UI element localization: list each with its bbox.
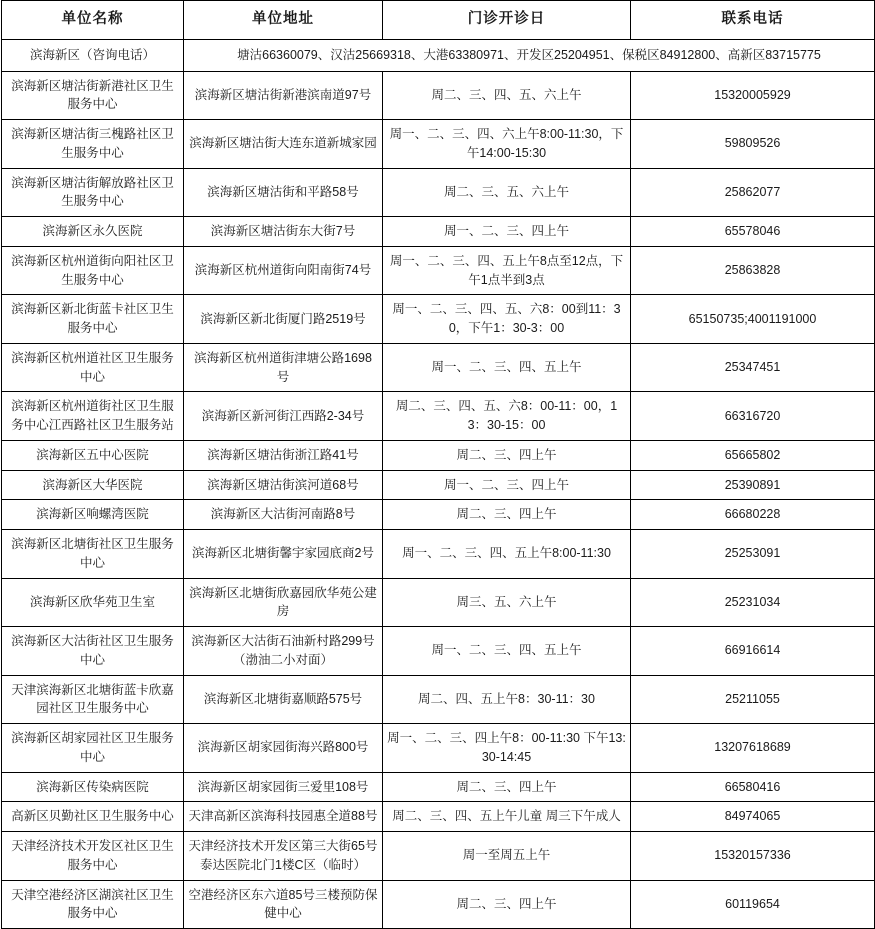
cell-unit-address: 滨海新区北塘街馨宇家园底商2号 xyxy=(184,530,383,579)
cell-phone: 15320157336 xyxy=(631,832,875,881)
table-row xyxy=(2,724,875,773)
cell-unit-address: 滨海新区大沽街石油新村路299号（渤油二小对面） xyxy=(184,627,383,676)
table-row xyxy=(2,470,875,500)
cell-phone: 25863828 xyxy=(631,246,875,295)
cell-clinic-days: 周一、二、三、四、五上午8:00-11:30 xyxy=(383,530,631,579)
cell-phone: 65578046 xyxy=(631,217,875,247)
cell-clinic-days: 周一、二、三、四、五上午 xyxy=(383,627,631,676)
cell-phone: 25253091 xyxy=(631,530,875,579)
cell-phone: 66916614 xyxy=(631,627,875,676)
cell-phone: 25390891 xyxy=(631,470,875,500)
cell-clinic-days: 周二、四、五上午8：30-11：30 xyxy=(383,675,631,724)
table-row xyxy=(2,71,875,120)
cell-clinic-days: 周一、二、三、四、五、六8：00到11：30，下午1：30-3：00 xyxy=(383,295,631,344)
cell-unit-name: 滨海新区响螺湾医院 xyxy=(2,500,184,530)
cell-unit-name: 滨海新区塘沽街新港社区卫生服务中心 xyxy=(2,71,184,120)
table-row xyxy=(2,295,875,344)
table-row xyxy=(2,627,875,676)
cell-phone: 25211055 xyxy=(631,675,875,724)
table-row xyxy=(2,832,875,881)
cell-unit-address: 空港经济区东六道85号三楼预防保健中心 xyxy=(184,880,383,929)
cell-unit-name: 滨海新区永久医院 xyxy=(2,217,184,247)
cell-unit-name: 滨海新区杭州道街向阳社区卫生服务中心 xyxy=(2,246,184,295)
table-header xyxy=(2,1,875,40)
cell-clinic-days: 周一至周五上午 xyxy=(383,832,631,881)
cell-clinic-days: 周二、三、四、五上午儿童 周三下午成人 xyxy=(383,802,631,832)
cell-clinic-days: 周二、三、四上午 xyxy=(383,880,631,929)
table-row xyxy=(2,530,875,579)
table-row xyxy=(2,217,875,247)
cell-phone: 59809526 xyxy=(631,120,875,169)
cell-unit-address: 滨海新区杭州道街津塘公路1698号 xyxy=(184,343,383,392)
cell-unit-address: 滨海新区新河街江西路2-34号 xyxy=(184,392,383,441)
cell-unit-name: 滨海新区杭州道街社区卫生服务中心江西路社区卫生服务站 xyxy=(2,392,184,441)
table-row xyxy=(2,343,875,392)
cell-clinic-days: 周一、二、三、四、六上午8:00-11:30，下午14:00-15:30 xyxy=(383,120,631,169)
cell-clinic-days: 周三、五、六上午 xyxy=(383,578,631,627)
cell-clinic-days: 周二、三、四上午 xyxy=(383,500,631,530)
cell-unit-address: 滨海新区塘沽街和平路58号 xyxy=(184,168,383,217)
table-row xyxy=(2,578,875,627)
cell-clinic-days: 周二、三、五、六上午 xyxy=(383,168,631,217)
cell-phone: 65150735;4001191000 xyxy=(631,295,875,344)
column-header-unit-address: 单位地址 xyxy=(184,1,383,40)
table-row xyxy=(2,246,875,295)
cell-unit-name: 高新区贝勤社区卫生服务中心 xyxy=(2,802,184,832)
cell-unit-name: 滨海新区塘沽街三槐路社区卫生服务中心 xyxy=(2,120,184,169)
column-header-phone: 联系电话 xyxy=(631,1,875,40)
cell-unit-address: 滨海新区塘沽街东大街7号 xyxy=(184,217,383,247)
contact-row-label: 滨海新区（咨询电话） xyxy=(2,39,184,71)
cell-phone: 66580416 xyxy=(631,772,875,802)
cell-unit-name: 滨海新区五中心医院 xyxy=(2,440,184,470)
cell-unit-address: 滨海新区胡家园街三爱里108号 xyxy=(184,772,383,802)
cell-phone: 65665802 xyxy=(631,440,875,470)
cell-clinic-days: 周二、三、四上午 xyxy=(383,440,631,470)
cell-unit-address: 滨海新区新北街厦门路2519号 xyxy=(184,295,383,344)
cell-unit-address: 滨海新区北塘街欣嘉园欣华苑公建房 xyxy=(184,578,383,627)
table-row xyxy=(2,772,875,802)
cell-unit-name: 滨海新区大沽街社区卫生服务中心 xyxy=(2,627,184,676)
cell-unit-name: 滨海新区传染病医院 xyxy=(2,772,184,802)
cell-clinic-days: 周二、三、四上午 xyxy=(383,772,631,802)
cell-unit-name: 滨海新区塘沽街解放路社区卫生服务中心 xyxy=(2,168,184,217)
cell-phone: 66680228 xyxy=(631,500,875,530)
cell-unit-address: 滨海新区胡家园街海兴路800号 xyxy=(184,724,383,773)
column-header-clinic-days: 门诊开诊日 xyxy=(383,1,631,40)
cell-unit-address: 滨海新区塘沽街新港滨南道97号 xyxy=(184,71,383,120)
column-header-unit-name: 单位名称 xyxy=(2,1,184,40)
table-row xyxy=(2,880,875,929)
cell-unit-name: 滨海新区新北街蓝卡社区卫生服务中心 xyxy=(2,295,184,344)
cell-phone: 15320005929 xyxy=(631,71,875,120)
clinic-schedule-table xyxy=(1,0,875,929)
table-row xyxy=(2,392,875,441)
cell-unit-address: 滨海新区塘沽街大连东道新城家园 xyxy=(184,120,383,169)
table-body xyxy=(2,39,875,928)
cell-phone: 25862077 xyxy=(631,168,875,217)
table-row xyxy=(2,440,875,470)
cell-phone: 66316720 xyxy=(631,392,875,441)
contact-row-value: 塘沽66360079、汉沽25669318、大港63380971、开发区25204951、保税区84912800、高新区83715775 xyxy=(184,39,875,71)
cell-phone: 13207618689 xyxy=(631,724,875,773)
cell-clinic-days: 周二、三、四、五、六上午 xyxy=(383,71,631,120)
table-row-contact xyxy=(2,39,875,71)
cell-unit-name: 滨海新区杭州道社区卫生服务中心 xyxy=(2,343,184,392)
cell-clinic-days: 周一、二、三、四上午 xyxy=(383,470,631,500)
cell-clinic-days: 周一、二、三、四、五上午8点至12点，下午1点半到3点 xyxy=(383,246,631,295)
cell-unit-address: 天津经济技术开发区第三大街65号泰达医院北门1楼C区（临时） xyxy=(184,832,383,881)
cell-clinic-days: 周一、二、三、四、五上午 xyxy=(383,343,631,392)
cell-unit-address: 滨海新区塘沽街滨河道68号 xyxy=(184,470,383,500)
table-row xyxy=(2,675,875,724)
cell-clinic-days: 周一、二、三、四上午8：00-11:30 下午13:30-14:45 xyxy=(383,724,631,773)
cell-unit-name: 天津滨海新区北塘街蓝卡欣嘉园社区卫生服务中心 xyxy=(2,675,184,724)
cell-unit-address: 滨海新区北塘街嘉顺路575号 xyxy=(184,675,383,724)
cell-unit-name: 滨海新区北塘街社区卫生服务中心 xyxy=(2,530,184,579)
cell-phone: 60119654 xyxy=(631,880,875,929)
cell-clinic-days: 周二、三、四、五、六8：00-11：00，13：30-15：00 xyxy=(383,392,631,441)
cell-unit-address: 天津高新区滨海科技园惠全道88号 xyxy=(184,802,383,832)
cell-unit-name: 滨海新区大华医院 xyxy=(2,470,184,500)
cell-phone: 25347451 xyxy=(631,343,875,392)
table-row xyxy=(2,802,875,832)
table-row xyxy=(2,120,875,169)
cell-unit-name: 滨海新区胡家园社区卫生服务中心 xyxy=(2,724,184,773)
cell-phone: 25231034 xyxy=(631,578,875,627)
cell-unit-address: 滨海新区大沽街河南路8号 xyxy=(184,500,383,530)
table-row xyxy=(2,500,875,530)
cell-unit-name: 天津空港经济区湖滨社区卫生服务中心 xyxy=(2,880,184,929)
table-header-row xyxy=(2,1,875,40)
cell-phone: 84974065 xyxy=(631,802,875,832)
cell-unit-address: 滨海新区塘沽街浙江路41号 xyxy=(184,440,383,470)
cell-clinic-days: 周一、二、三、四上午 xyxy=(383,217,631,247)
cell-unit-name: 滨海新区欣华苑卫生室 xyxy=(2,578,184,627)
cell-unit-address: 滨海新区杭州道街向阳南街74号 xyxy=(184,246,383,295)
cell-unit-name: 天津经济技术开发区社区卫生服务中心 xyxy=(2,832,184,881)
table-row xyxy=(2,168,875,217)
